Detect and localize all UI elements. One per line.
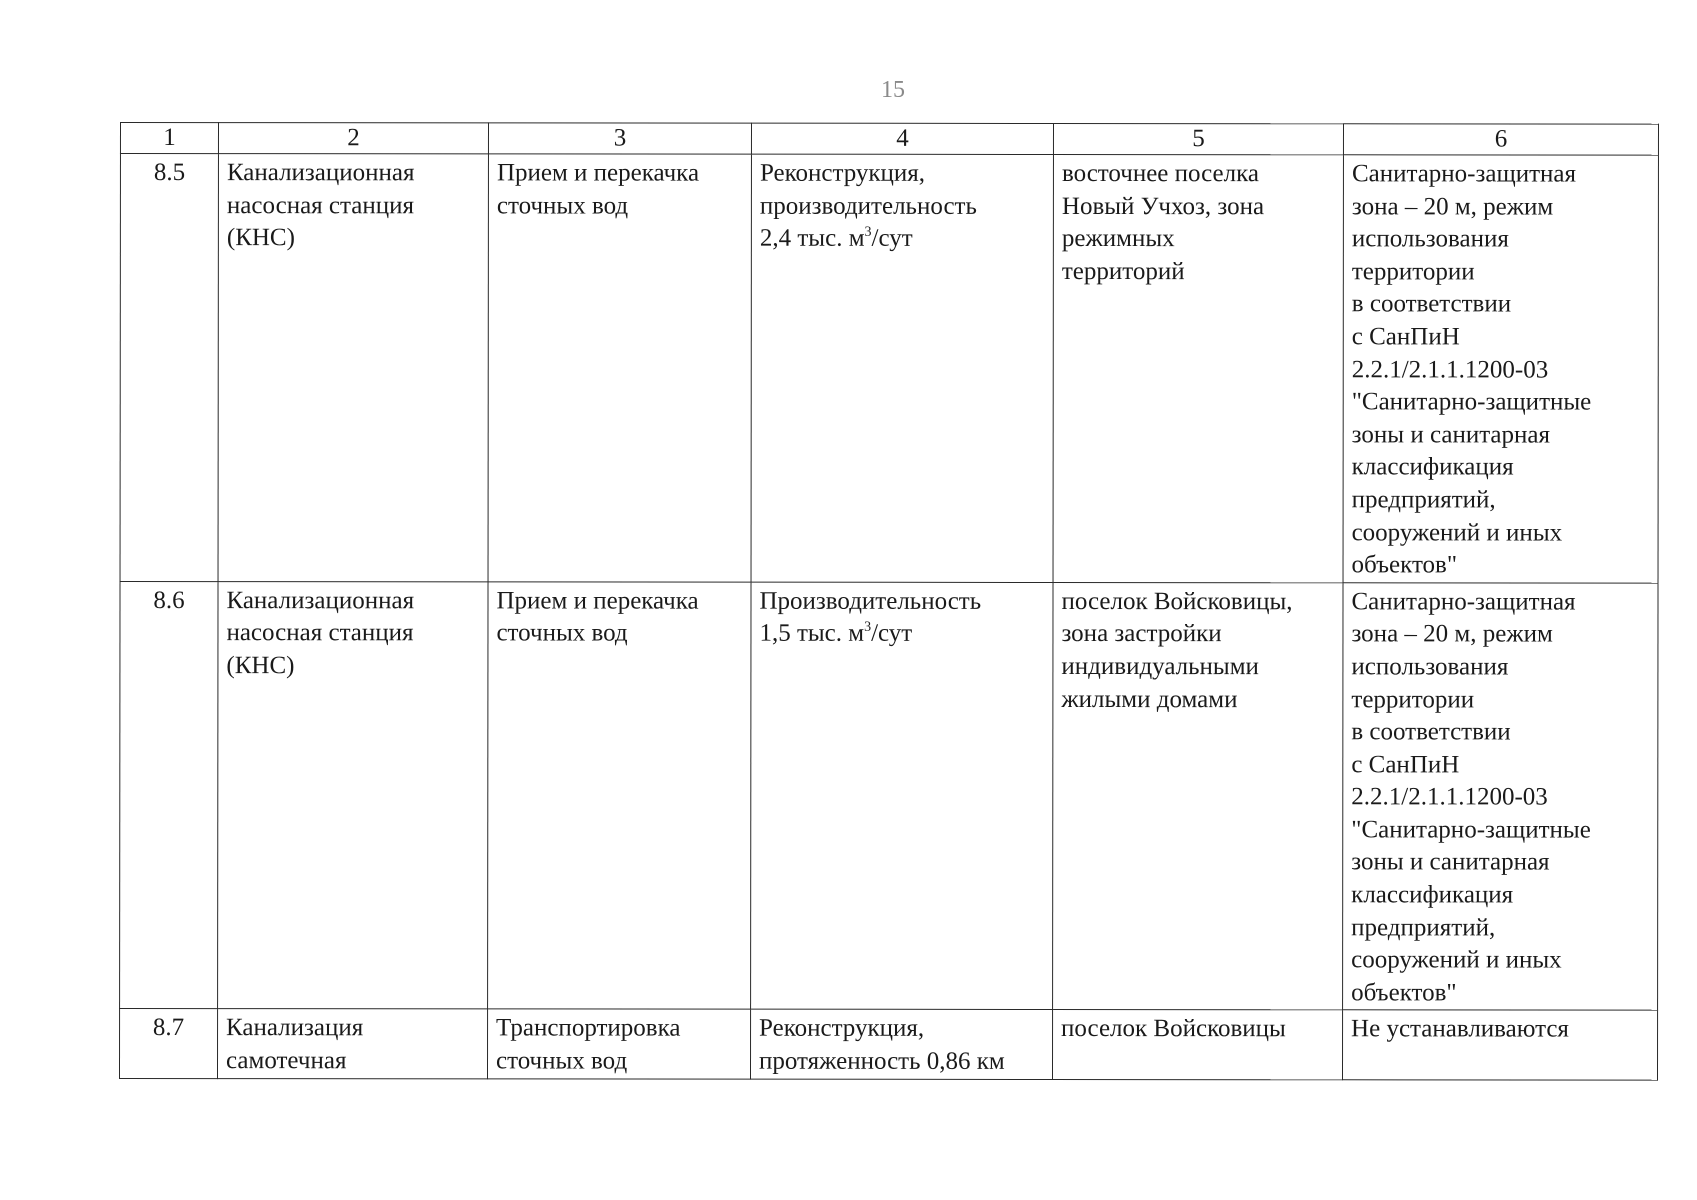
characteristics-main: Реконструкция, протяженность 0,86 км (759, 1015, 1005, 1075)
facility-characteristics-text (759, 585, 1044, 650)
facility-location (1052, 1010, 1342, 1079)
facility-location-text: поселок Войсковицы (1061, 1015, 1286, 1043)
table-header-row (120, 123, 1658, 156)
page-number: 15 (881, 77, 905, 103)
facility-purpose (487, 1009, 750, 1078)
facility-purpose-text: Прием и перекачка сточных вод (496, 587, 699, 647)
facility-purpose-text: Прием и перекачка сточных вод (496, 159, 700, 220)
facility-characteristics (751, 154, 1053, 582)
facility-name-text: Канализация самотечная (226, 1014, 364, 1075)
column-header-2: 2 (218, 123, 488, 154)
table-row (120, 581, 1658, 1010)
facility-name (217, 1009, 487, 1078)
facility-location (1053, 582, 1343, 1010)
protection-zone-text: Санитарно-защитная зона – 20 м, режим использования территории в соответствии с СанПиН 2.2.1/2.1.1.1200-03 "Санитарно-защитные зоны и санитарная классификация предприятий, сооружений и иных объектов" (1351, 160, 1592, 579)
facility-characteristics (751, 582, 1053, 1010)
protection-zone (1343, 155, 1658, 583)
characteristics-main: Реконструкция, производительность 2,4 тыс. м (759, 159, 977, 252)
facility-purpose (488, 154, 751, 582)
protection-zone (1343, 582, 1658, 1010)
row-number: 8.6 (120, 581, 218, 1009)
protection-zone-text: Не устанавливаются (1351, 1015, 1569, 1043)
protection-zone-text: Санитарно-защитная зона – 20 м, режим использования территории в соответствии с СанПиН 2.2.1/2.1.1.1200-03 "Санитарно-защитные зоны и санитарная классификация предприятий, сооружений и иных объектов" (1351, 588, 1591, 1007)
facility-name (218, 581, 488, 1009)
facility-location-text: поселок Войсковицы, зона застройки индивидуальными жилыми домами (1061, 587, 1293, 713)
facility-name-text: Канализационная насосная станция (КНС) (226, 586, 415, 680)
facility-name (218, 154, 488, 582)
column-header-3: 3 (488, 123, 751, 154)
column-header-5: 5 (1053, 123, 1343, 154)
facility-location (1053, 154, 1343, 582)
row-number: 8.5 (120, 154, 218, 582)
unit-superscript: 3 (864, 620, 872, 636)
column-header-6: 6 (1343, 124, 1658, 155)
facility-purpose (488, 582, 751, 1010)
facilities-table (119, 122, 1659, 1080)
facility-name-text: Канализационная насосная станция (КНС) (226, 159, 415, 252)
table-row (120, 154, 1658, 583)
characteristics-unit-tail: /сут (871, 224, 913, 253)
characteristics-unit-tail: /сут (871, 620, 913, 648)
column-header-4: 4 (751, 123, 1053, 154)
row-number: 8.7 (119, 1009, 217, 1078)
facility-characteristics (750, 1010, 1052, 1080)
facility-characteristics-text (759, 1013, 1044, 1078)
facility-purpose-text: Транспортировка сточных вод (496, 1014, 681, 1075)
facility-characteristics-text (760, 158, 1045, 256)
column-header-1: 1 (120, 123, 218, 154)
protection-zone (1342, 1010, 1657, 1080)
facility-location-text: восточнее поселка Новый Учхоз, зона режимных территорий (1061, 159, 1265, 285)
unit-superscript: 3 (864, 224, 872, 240)
characteristics-main: Производительность 1,5 тыс. м (759, 587, 982, 648)
table-row (119, 1009, 1657, 1080)
